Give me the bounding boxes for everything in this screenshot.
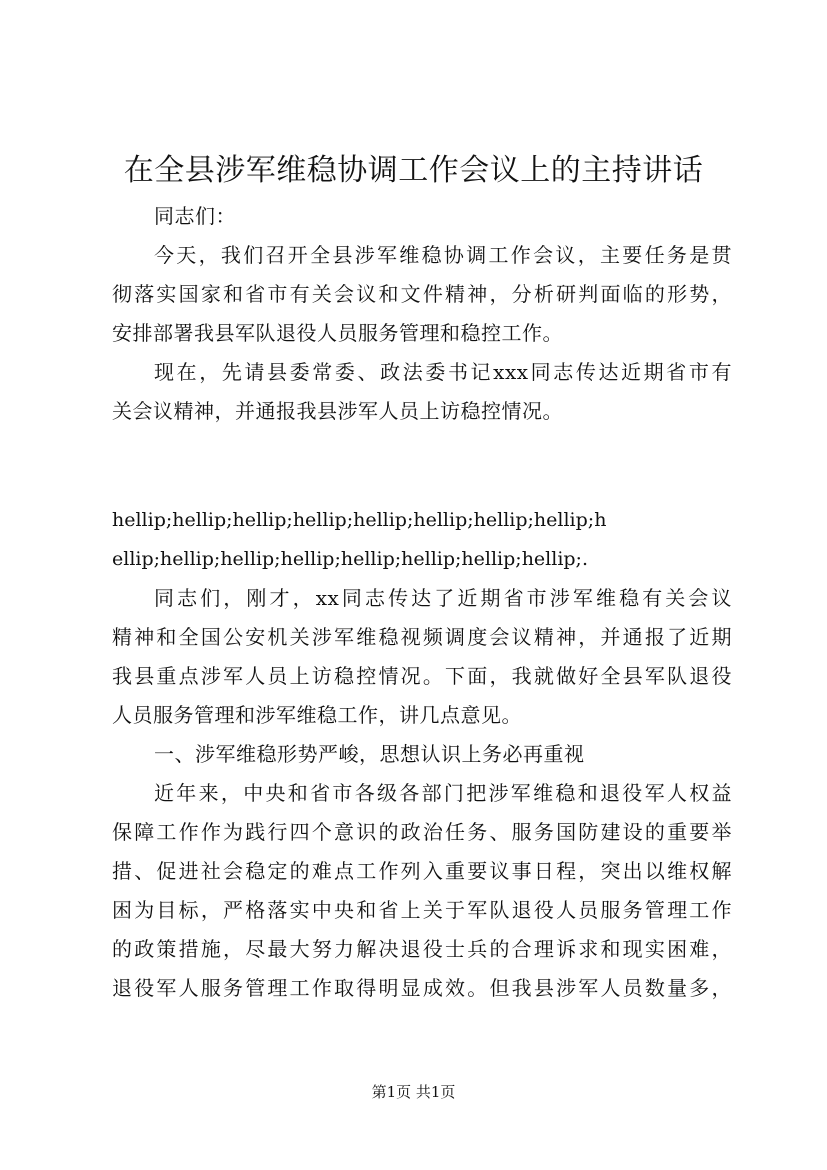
blank-gap: [112, 431, 732, 501]
paragraph-line: 退役军人服务管理工作取得明显成效。但我县涉军人员数量多，: [112, 976, 732, 1000]
paragraph-line: 人员服务管理和涉军维稳工作，讲几点意见。: [112, 703, 522, 727]
ellipsis-line: ellip;hellip;hellip;hellip;hellip;hellip;hellip;hellip;.: [112, 548, 589, 570]
salutation: 同志们：: [154, 204, 236, 228]
section-heading: 一、涉军维稳形势严峻，思想认识上务必再重视: [154, 742, 585, 766]
paragraph-line: 的政策措施，尽最大努力解决退役士兵的合理诉求和现实困难，: [112, 937, 732, 961]
ellipsis-line: hellip;hellip;hellip;hellip;hellip;hellip;hellip;hellip;h: [112, 509, 607, 531]
document-body: [112, 197, 732, 1008]
paragraph-line: 彻落实国家和省市有关会议和文件精神，分析研判面临的形势，: [112, 282, 732, 306]
paragraph-line: 近年来，中央和省市各级各部门把涉军维稳和退役军人权益: [154, 781, 732, 805]
paragraph-line: 关会议精神，并通报我县涉军人员上访稳控情况。: [112, 399, 563, 423]
paragraph-line: 措、促进社会稳定的难点工作列入重要议事日程，突出以维权解: [112, 859, 732, 883]
paragraph-line: 安排部署我县军队退役人员服务管理和稳控工作。: [112, 321, 563, 345]
paragraph-line: 保障工作作为践行四个意识的政治任务、服务国防建设的重要举: [112, 820, 732, 844]
page-footer: 第1页 共1页: [371, 1083, 456, 1101]
paragraph-line: 精神和全国公安机关涉军维稳视频调度会议精神，并通报了近期: [112, 625, 732, 649]
paragraph-line: 困为目标，严格落实中央和省上关于军队退役人员服务管理工作: [112, 898, 732, 922]
paragraph-line: 今天，我们召开全县涉军维稳协调工作会议，主要任务是贯: [154, 243, 732, 267]
document-title: 在全县涉军维稳协调工作会议上的主持讲话: [123, 153, 704, 188]
paragraph-line: 同志们，刚才，xx同志传达了近期省市涉军维稳有关会议: [154, 586, 732, 610]
paragraph-line: 我县重点涉军人员上访稳控情况。下面，我就做好全县军队退役: [112, 664, 732, 688]
paragraph-line: 现在，先请县委常委、政法委书记xxx同志传达近期省市有: [154, 360, 732, 384]
